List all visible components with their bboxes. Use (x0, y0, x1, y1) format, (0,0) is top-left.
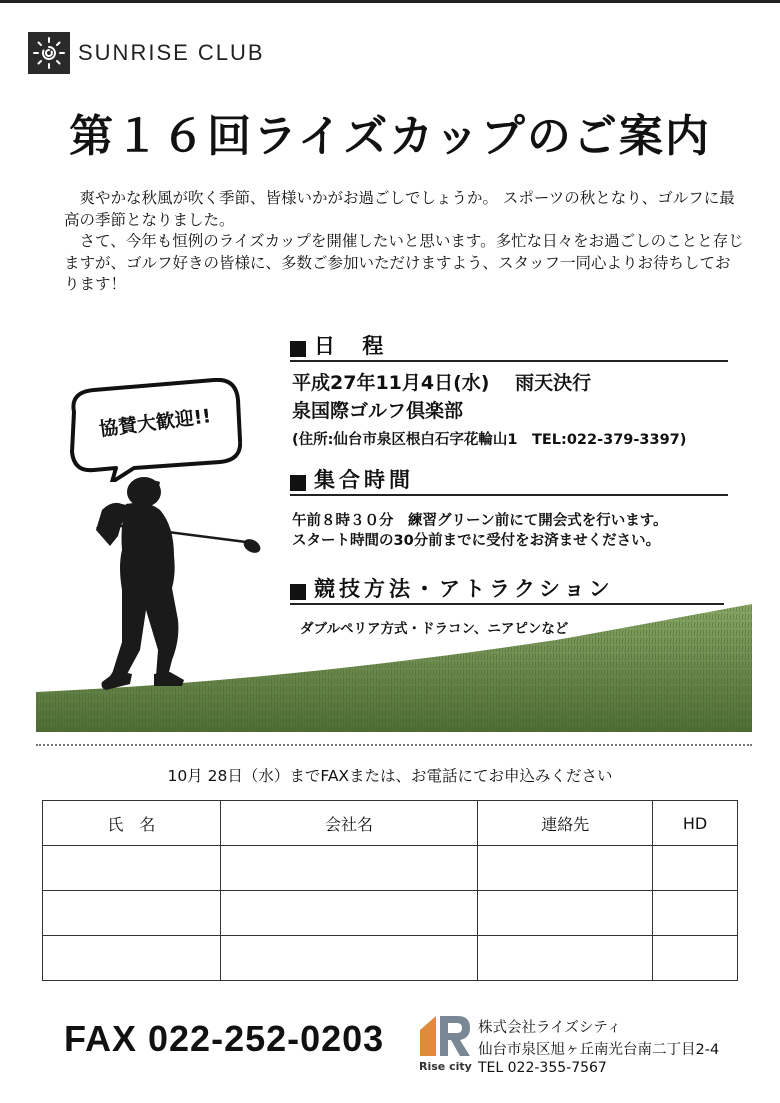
fax-number: FAX 022-252-0203 (64, 1018, 385, 1059)
intro-text (64, 188, 744, 296)
application-form-table (42, 800, 738, 981)
header-handicap: HD (653, 801, 738, 846)
golfer-silhouette-image (82, 470, 262, 700)
form-header-row (43, 801, 738, 846)
company-address: 仙台市泉区旭ヶ丘南光台南二丁目2-4 (478, 1042, 720, 1058)
rise-city-logo-icon (418, 1012, 472, 1056)
form-row (43, 936, 738, 981)
meeting-heading (290, 466, 728, 496)
form-cell[interactable] (653, 891, 738, 936)
top-border (0, 0, 780, 3)
form-cell[interactable] (478, 846, 653, 891)
sun-swirl-icon (28, 32, 70, 74)
cut-line (36, 744, 752, 746)
rise-city-logo-text: Rise city (419, 1060, 472, 1073)
header-company: 会社名 (220, 801, 478, 846)
format-details: ダブルペリア方式・ドラコン、ニアピンなど (300, 621, 569, 637)
form-cell[interactable] (43, 936, 221, 981)
header-name: 氏 名 (43, 801, 221, 846)
heading-square-icon (290, 584, 306, 600)
meeting-details (292, 511, 668, 551)
meeting-heading-label: 集合時間 (314, 468, 414, 492)
event-venue: 泉国際ゴルフ倶楽部 (292, 400, 464, 422)
form-cell[interactable] (478, 891, 653, 936)
brand-header (28, 30, 265, 76)
form-row (43, 846, 738, 891)
company-tel: TEL 022-355-7567 (478, 1060, 607, 1076)
page-title: 第１６回ライズカップのご案内 (69, 111, 711, 162)
form-row (43, 891, 738, 936)
heading-square-icon (290, 341, 306, 357)
format-heading-label: 競技方法・アトラクション (314, 577, 614, 601)
intro-paragraph-1: 爽やかな秋風が吹く季節、皆様いかがお過ごしでしょうか。 スポーツの秋となり、ゴルフに最高の季節となりました。 (64, 189, 735, 229)
intro-paragraph-2: さて、今年も恒例のライズカップを開催したいと思います。多忙な日々をお過ごしのことと存じますが、ゴルフ好きの皆様に、多数ご参加いただけますよう、スタッフ一同心よりお待ちしております！ (64, 232, 744, 293)
schedule-heading-label: 日 程 (314, 334, 394, 358)
brand-name: SUNRISE CLUB (78, 40, 265, 65)
form-cell[interactable] (653, 846, 738, 891)
venue-address: (住所:仙台市泉区根白石字花輪山1 TEL:022-379-3397) (292, 432, 687, 448)
schedule-heading (290, 332, 728, 362)
deadline-text: 10月 28日（水）までFAXまたは、お電話にてお申込みください (167, 767, 613, 785)
format-heading (290, 575, 724, 605)
form-cell[interactable] (43, 891, 221, 936)
meeting-line-1: 午前８時３０分 練習グリーン前にて開会式を行います。 (292, 513, 668, 529)
form-cell[interactable] (43, 846, 221, 891)
heading-square-icon (290, 475, 306, 491)
company-name: 株式会社ライズシティ (478, 1020, 622, 1036)
header-contact: 連絡先 (478, 801, 653, 846)
form-cell[interactable] (653, 936, 738, 981)
form-cell[interactable] (220, 846, 478, 891)
form-cell[interactable] (220, 891, 478, 936)
form-cell[interactable] (478, 936, 653, 981)
meeting-line-2: スタート時間の30分前までに受付をお済ませください。 (292, 533, 661, 549)
event-date: 平成27年11月4日(水) 雨天決行 (292, 372, 592, 394)
sponsor-welcome-text: 協賛大歓迎!! (98, 405, 213, 441)
form-cell[interactable] (220, 936, 478, 981)
